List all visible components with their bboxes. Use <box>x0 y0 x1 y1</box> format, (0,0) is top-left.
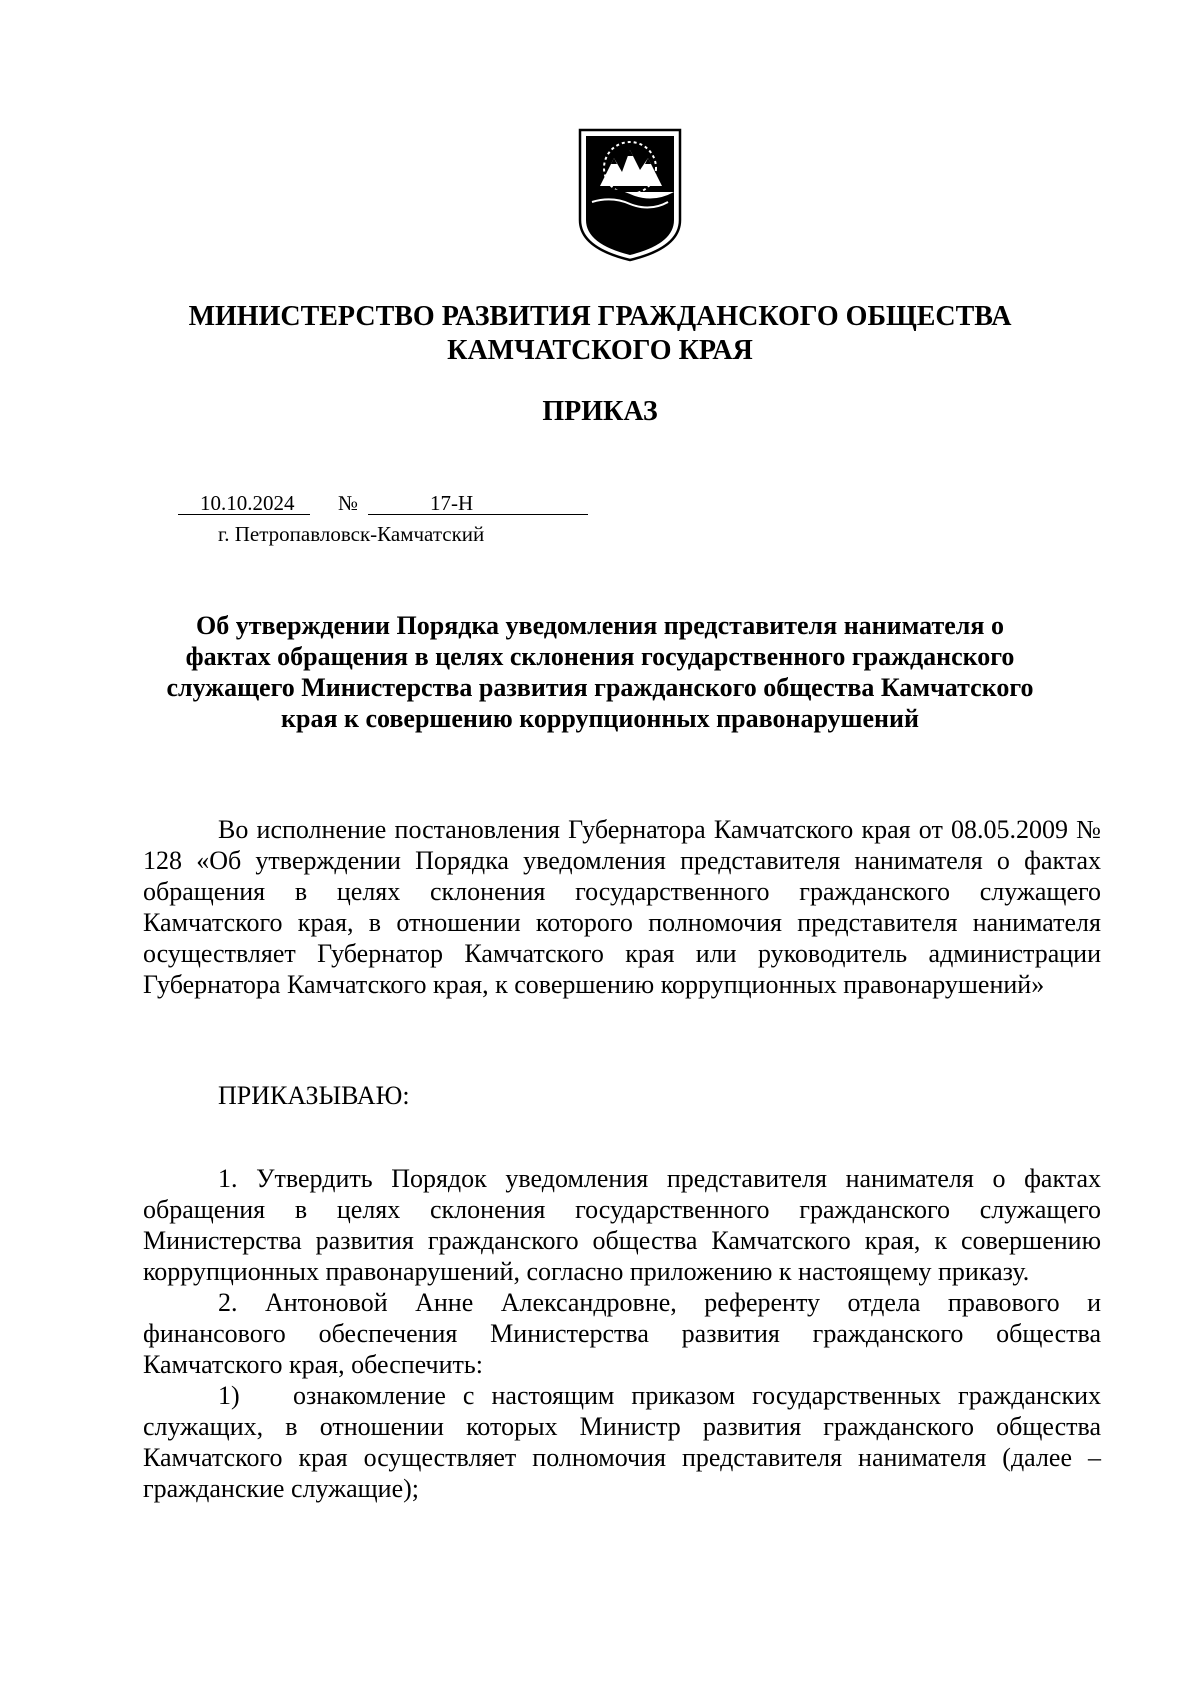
order-item-1: 1. Утвердить Порядок уведомления представителя нанимателя о фактах обращения в целях склонения государственного гражданского служащего Министерства развития гражданского общества Камчатского края, к совершению коррупционных правонарушений, согласно приложению к настоящему приказу. <box>143 1164 1101 1286</box>
preamble-text: Во исполнение постановления Губернатора Камчатского края от 08.05.2009 № 128 «Об утверждении Порядка уведомления представителя нанимателя о фактах обращения в целях склонения государственного гражданского служащего Камчатского края, в отношении которого полномочия представителя нанимателя осуществляет Губернатор Камчатского края или руководитель администрации Губернатора Камчатского края, к совершению коррупционных правонарушений» <box>143 815 1101 999</box>
ministry-title <box>150 300 1050 368</box>
number-underline <box>368 513 588 515</box>
number-sign: № <box>338 491 359 515</box>
city: г. Петропавловск-Камчатский <box>218 522 485 546</box>
subitem-number: 1) <box>218 1381 240 1410</box>
document-type: ПРИКАЗ <box>542 396 658 427</box>
ministry-title-line1: МИНИСТЕРСТВО РАЗВИТИЯ ГРАЖДАНСКОГО ОБЩЕСТВА <box>188 301 1012 332</box>
kamchatka-coat-of-arms-icon <box>578 128 682 262</box>
registration-line <box>178 490 588 518</box>
subitem-text: ознакомление с настоящим приказом государственных гражданских служащих, в отношении которых Министр развития гражданского общества Камчатского края осуществляет полномочия представителя нанимателя (далее – гражданские служащие); <box>143 1381 1101 1503</box>
coat-of-arms-emblem <box>578 128 682 262</box>
ministry-title-line2: КАМЧАТСКОГО КРАЯ <box>447 335 753 366</box>
document-title: Об утверждении Порядка уведомления представителя нанимателя о фактах обращения в целях склонения государственного гражданского служащего Министерства развития гражданского общества Камчатского края к совершению коррупционных правонарушений <box>166 611 1034 733</box>
order-subitem-1 <box>143 1380 1101 1504</box>
document-date: 10.10.2024 <box>200 491 295 515</box>
order-item-2: 2. Антоновой Анне Александровне, референту отдела правового и финансового обеспечения Министерства развития гражданского общества Камчатского края, обеспечить: <box>143 1288 1101 1379</box>
document-number: 17-Н <box>430 491 474 515</box>
preamble <box>143 814 1101 1000</box>
order-items <box>143 1163 1101 1504</box>
order-word: ПРИКАЗЫВАЮ: <box>218 1081 410 1110</box>
